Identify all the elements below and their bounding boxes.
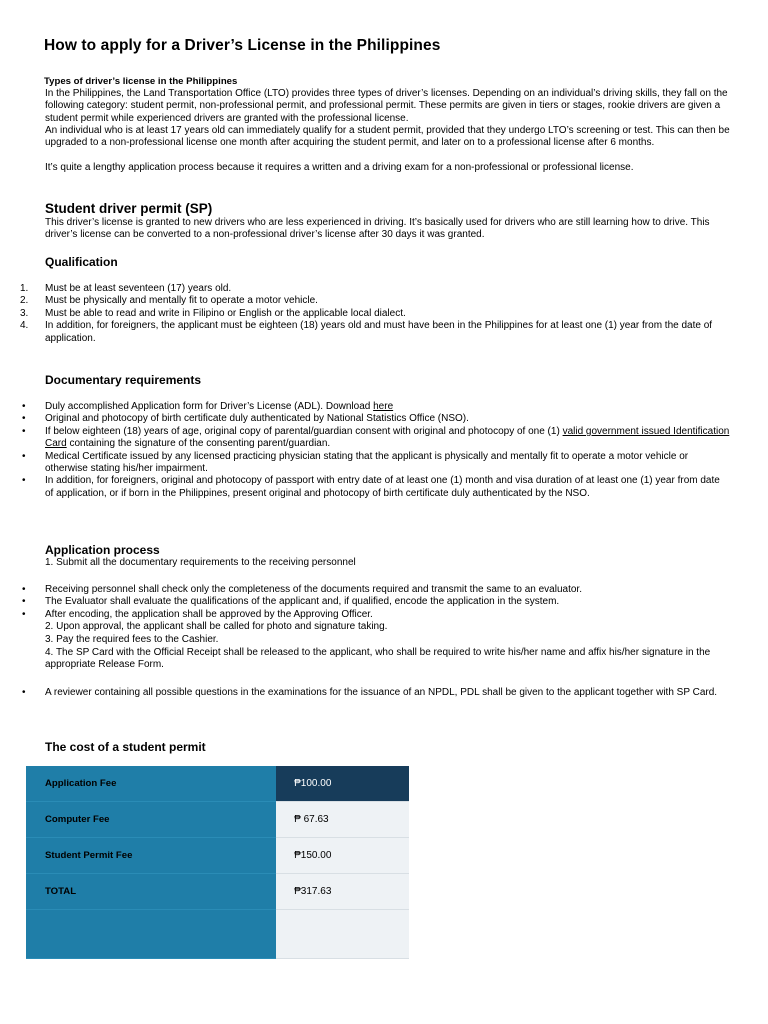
list-item: • After encoding, the application shall be approved by the Approving Officer. (22, 608, 373, 620)
process-step-1: 1. Submit all the documentary requirements to the receiving personnel (45, 557, 356, 568)
fee-value: ₱100.00 (276, 766, 409, 802)
list-item: • A reviewer containing all possible questions in the examinations for the issuance of an NPDL, PDL shall be given to the applicant together with SP Card. (22, 687, 718, 698)
process-heading: Application process (45, 543, 160, 557)
qualification-heading: Qualification (45, 255, 118, 269)
intro-paragraph-3: It’s quite a lengthy application process because it requires a written and a driving exam for a non-professional or professional license. (45, 162, 634, 173)
page-title: How to apply for a Driver’s License in the Philippines (44, 37, 441, 54)
reviewer-list (0, 687, 730, 699)
intro-paragraph-1: In the Philippines, the Land Transportation Office (LTO) provides three types of driver’s licenses. Depending on an individual’s driving skills, they fall on the following category: student permit, non-professional permit, and professional permit. These permits are given in tiers or stages, rookie drivers are given a student permit while experienced drivers are granted with the professional license. (45, 88, 728, 124)
list-item: • In addition, for foreigners, original and photocopy of passport with entry date of at least one (1) month and visa duration of at least one (1) year from date of application, or if born in the Philippines, present original and photocopy of birth certificate duly authenticated by the NSO. (22, 475, 720, 499)
list-item: • Receiving personnel shall check only the completeness of the documents required and transmit the same to an evaluator. (22, 584, 582, 595)
intro-paragraph-2: An individual who is at least 17 years old can immediately qualify for a student permit, provided that they undergo LTO’s screening or test. This can then be upgraded to a non-professional license one month after acquiring the student permit, and later on to a professional license after 6 months. (45, 125, 730, 149)
process-step-4: 4. The SP Card with the Official Receipt shall be released to the applicant, who shall be required to write his/her name and affix his/her signature in the appropriate Release Form. (45, 647, 711, 671)
empty-cell (276, 910, 409, 959)
list-item: 4. In addition, for foreigners, the applicant must be eighteen (18) years old and must have been in the Philippines for at least one (1) year from the date of application. (20, 320, 713, 344)
empty-cell (26, 910, 276, 959)
bullet-icon: • (22, 584, 26, 595)
download-here-link[interactable]: here (373, 401, 394, 412)
bullet-icon: • (22, 475, 26, 487)
bullet-icon: • (22, 425, 26, 437)
valid-id-link[interactable]: valid government issued Identification Card (45, 425, 730, 450)
list-item: • If below eighteen (18) years of age, original copy of parental/guardian consent with original and photocopy of one (1) valid government issued Identification Card containing the signature of the consenting parent/guardian. (22, 425, 730, 450)
list-item: • The Evaluator shall evaluate the qualifications of the applicant and, if qualified, encode the application in the system. (22, 596, 560, 608)
fee-label: Computer Fee (26, 802, 276, 838)
table-row (26, 874, 409, 910)
fee-value: ₱317.63 (276, 874, 409, 910)
list-item: 3. Must be able to read and write in Filipino or English or the applicable local dialect. (20, 307, 406, 319)
cost-heading: The cost of a student permit (45, 740, 206, 754)
bullet-icon: • (22, 608, 26, 620)
types-heading: Types of driver’s license in the Philippines (44, 76, 238, 87)
table-row (26, 802, 409, 838)
documents-list (0, 401, 730, 500)
bullet-icon: • (22, 401, 26, 412)
fee-label: TOTAL (26, 874, 276, 910)
process-list (0, 584, 730, 621)
list-item: • Medical Certificate issued by any licensed practicing physician stating that the applicant is physically and mentally fit to operate a motor vehicle or otherwise stating his/her impairment. (22, 450, 689, 475)
fee-value: ₱150.00 (276, 838, 409, 874)
bullet-icon: • (22, 450, 26, 462)
table-row (26, 766, 409, 802)
table-row-empty (26, 910, 409, 959)
cost-table (26, 766, 409, 959)
qualification-list (0, 283, 730, 345)
list-item: 2. Must be physically and mentally fit to operate a motor vehicle. (20, 295, 318, 307)
documents-heading: Documentary requirements (45, 373, 202, 387)
fee-label: Student Permit Fee (26, 838, 276, 874)
table-row (26, 838, 409, 874)
fee-label: Application Fee (26, 766, 276, 802)
list-item: • Original and photocopy of birth certificate duly authenticated by National Statistics Office (NSO). (22, 413, 469, 425)
list-item: • Duly accomplished Application form for Driver’s License (ADL). Download here (22, 401, 394, 412)
sp-description: This driver’s license is granted to new drivers who are less experienced in driving. It’s basically used for drivers who are still learning how to drive. This driver’s license can be converted to a non-professional driver’s license after 30 days it was granted. (45, 217, 710, 241)
sp-heading: Student driver permit (SP) (45, 201, 213, 216)
bullet-icon: • (22, 687, 26, 698)
bullet-icon: • (22, 596, 26, 608)
process-step-2: 2. Upon approval, the applicant shall be called for photo and signature taking. (45, 621, 388, 632)
process-step-3: 3. Pay the required fees to the Cashier. (45, 634, 219, 645)
list-item: 1. Must be at least seventeen (17) years old. (20, 283, 232, 294)
bullet-icon: • (22, 413, 26, 425)
fee-value: ₱ 67.63 (276, 802, 409, 838)
